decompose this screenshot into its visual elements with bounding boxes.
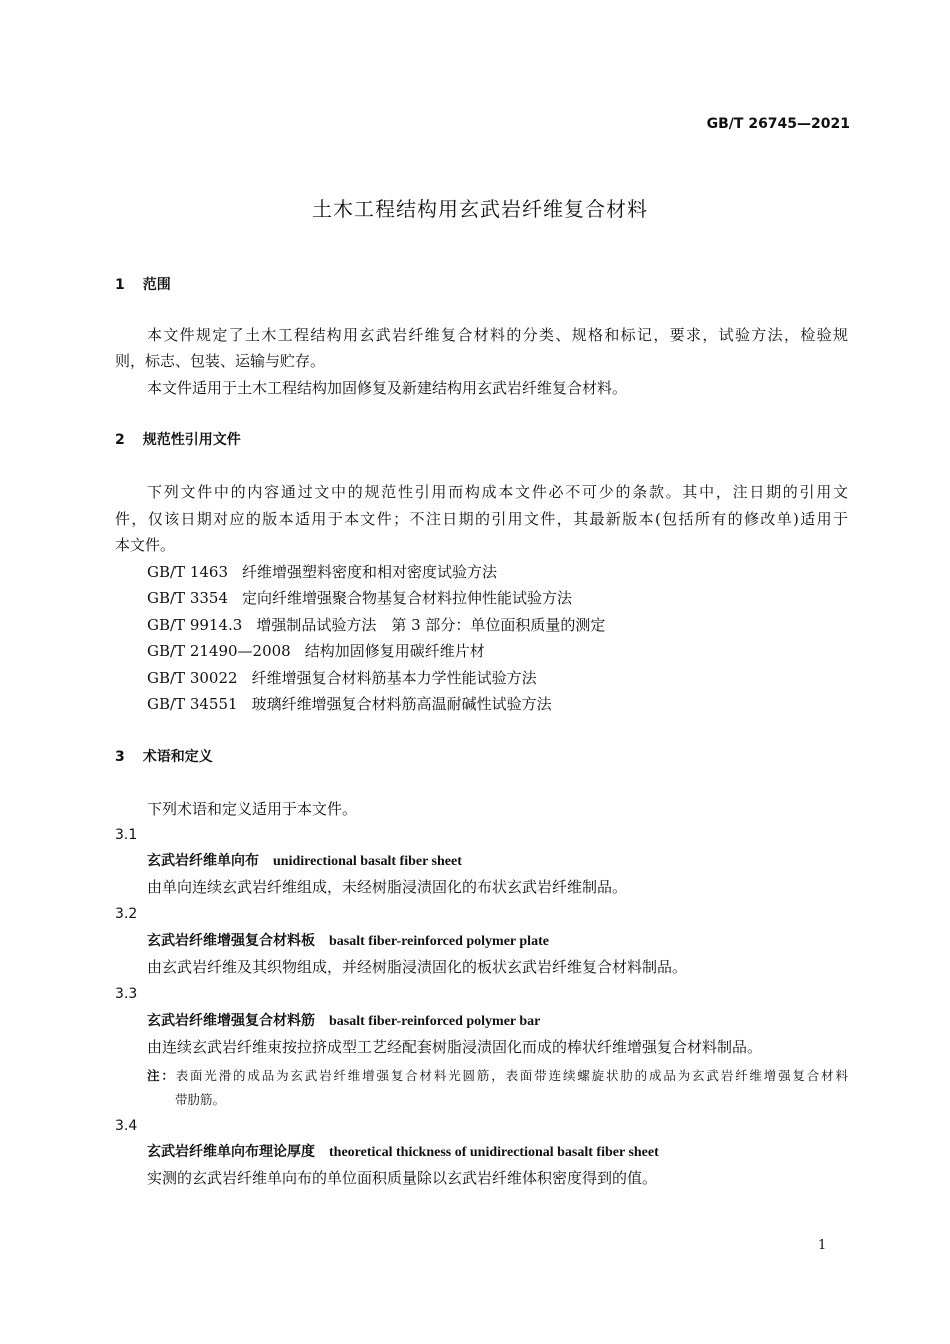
reference-item xyxy=(147,588,572,608)
paragraph-line: 本文件。 xyxy=(115,536,176,554)
term-number: 3.2 xyxy=(115,906,138,922)
reference-code: GB/T 1463 xyxy=(147,563,229,581)
term-en: theoretical thickness of unidirectional basalt fiber sheet xyxy=(329,1145,659,1160)
reference-title: 玻璃纤维增强复合材料筋高温耐碱性试验方法 xyxy=(251,695,552,713)
term-heading xyxy=(147,931,549,952)
term-definition: 由玄武岩纤维及其织物组成，并经树脂浸渍固化的板状玄武岩纤维复合材料制品。 xyxy=(147,958,688,976)
standard-number: GB/T 26745—2021 xyxy=(706,116,850,132)
term-zh: 玄武岩纤维单向布 xyxy=(147,853,259,869)
section-number: 3 xyxy=(115,749,125,765)
reference-item xyxy=(147,694,552,714)
reference-title: 增强制品试验方法 第 3 部分：单位面积质量的测定 xyxy=(256,616,606,634)
reference-item xyxy=(147,615,605,635)
term-zh: 玄武岩纤维单向布理论厚度 xyxy=(147,1144,315,1160)
reference-code: GB/T 9914.3 xyxy=(147,616,243,634)
reference-code: GB/T 34551 xyxy=(147,695,238,713)
term-heading xyxy=(147,1142,659,1163)
note-text: 带肋筋。 xyxy=(175,1092,226,1107)
term-number: 3.3 xyxy=(115,986,138,1002)
paragraph-line: 本文件规定了土木工程结构用玄武岩纤维复合材料的分类、规格和标记，要求，试验方法，检验规 xyxy=(147,326,848,344)
term-en: basalt fiber-reinforced polymer bar xyxy=(329,1014,541,1029)
reference-title: 结构加固修复用碳纤维片材 xyxy=(304,642,485,660)
reference-title: 纤维增强塑料密度和相对密度试验方法 xyxy=(242,563,498,581)
paragraph-line: 下列文件中的内容通过文中的规范性引用而构成本文件必不可少的条款。其中，注日期的引用文 xyxy=(147,483,848,501)
term-zh: 玄武岩纤维增强复合材料筋 xyxy=(147,1013,315,1029)
reference-item xyxy=(147,668,537,688)
note-label: 注： xyxy=(147,1068,176,1083)
section-number: 1 xyxy=(115,277,125,293)
term-number: 3.1 xyxy=(115,827,138,843)
paragraph: 下列术语和定义适用于本文件。 xyxy=(147,800,358,818)
section-title: 范围 xyxy=(142,277,171,293)
section-title: 术语和定义 xyxy=(142,749,213,765)
term-en: basalt fiber-reinforced polymer plate xyxy=(329,934,549,949)
section-number: 2 xyxy=(115,432,125,448)
term-heading xyxy=(147,1011,540,1032)
page-title: 土木工程结构用玄武岩纤维复合材料 xyxy=(312,197,648,221)
paragraph: 本文件适用于土木工程结构加固修复及新建结构用玄武岩纤维复合材料。 xyxy=(147,379,628,397)
reference-item xyxy=(147,562,497,582)
section-1-heading xyxy=(115,275,171,295)
term-definition: 由连续玄武岩纤维束按拉挤成型工艺经配套树脂浸渍固化而成的棒状纤维增强复合材料制品。 xyxy=(147,1038,763,1056)
paragraph-line: 则，标志、包装、运输与贮存。 xyxy=(115,352,326,370)
reference-item xyxy=(147,641,485,661)
term-heading xyxy=(147,851,462,872)
reference-code: GB/T 3354 xyxy=(147,589,229,607)
term-en: unidirectional basalt fiber sheet xyxy=(273,854,462,869)
note xyxy=(147,1066,848,1086)
section-3-heading xyxy=(115,747,213,767)
term-definition: 实测的玄武岩纤维单向布的单位面积质量除以玄武岩纤维体积密度得到的值。 xyxy=(147,1169,658,1187)
section-title: 规范性引用文件 xyxy=(142,432,241,448)
section-2-heading xyxy=(115,430,241,450)
reference-code: GB/T 21490—2008 xyxy=(147,642,291,660)
term-number: 3.4 xyxy=(115,1118,138,1134)
paragraph-line: 件，仅该日期对应的版本适用于本文件；不注日期的引用文件，其最新版本(包括所有的修改单)适用于 xyxy=(115,510,848,528)
term-zh: 玄武岩纤维增强复合材料板 xyxy=(147,933,315,949)
note-text: 表面光滑的成品为玄武岩纤维增强复合材料光圆筋，表面带连续螺旋状肋的成品为玄武岩纤维增强复合材料 xyxy=(175,1068,848,1083)
page-number: 1 xyxy=(818,1238,827,1253)
reference-title: 纤维增强复合材料筋基本力学性能试验方法 xyxy=(251,669,537,687)
reference-code: GB/T 30022 xyxy=(147,669,238,687)
reference-title: 定向纤维增强聚合物基复合材料拉伸性能试验方法 xyxy=(242,589,573,607)
term-definition: 由单向连续玄武岩纤维组成，未经树脂浸渍固化的布状玄武岩纤维制品。 xyxy=(147,878,628,896)
